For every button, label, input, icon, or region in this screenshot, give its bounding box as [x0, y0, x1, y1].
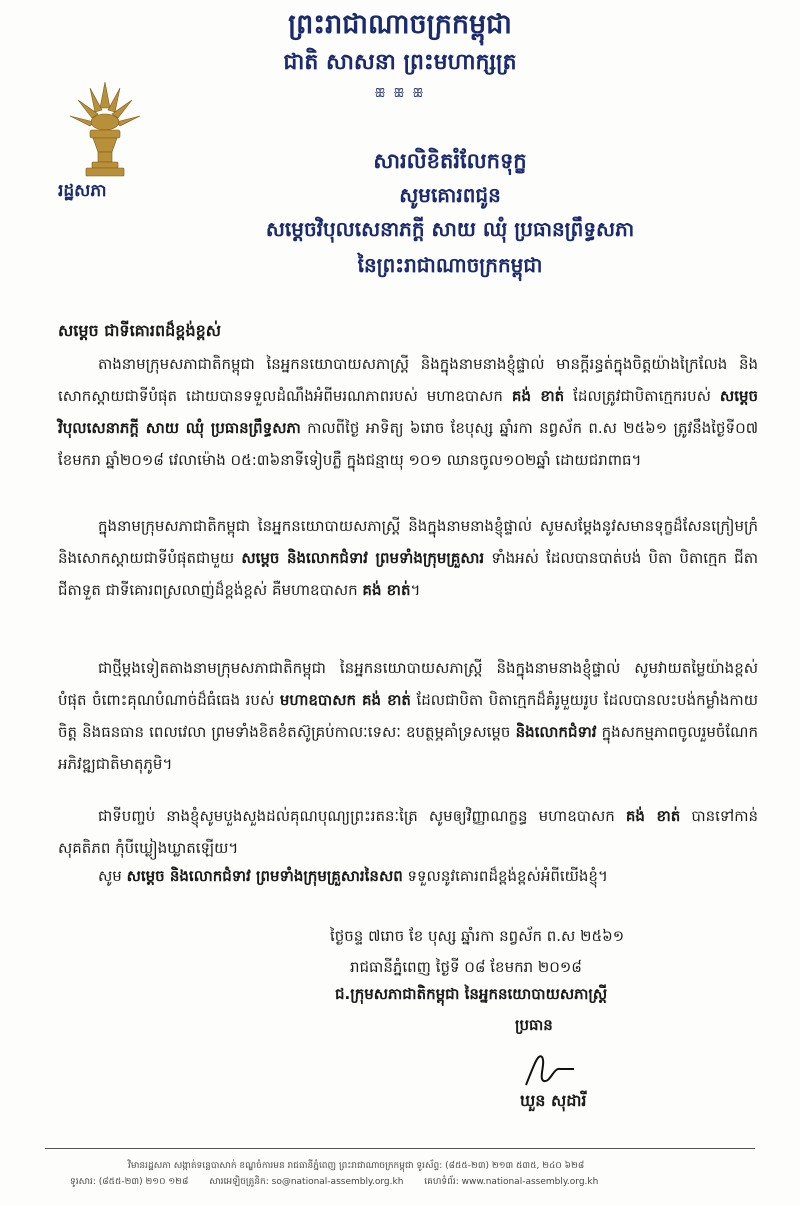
- kingdom-heading: ព្រះរាជាណាចក្រកម្ពុជា: [288, 9, 512, 40]
- text: ក្នុងនាមក្រុមសភាជាតិកម្ពុជា នៃអ្នកនយោបាយសភាស្ត្រី និងក្នុងនាមនាងខ្ញុំផ្ទាល់ សូមសម្តែងនូវសមានទុក្ខដ៏សែនក្រៀមក្រំ និងសោកស្តាយជាទីបំផុតជាមួយ: [58, 517, 758, 567]
- body-paragraph-1: [58, 348, 758, 476]
- body-paragraph-3: [58, 652, 758, 780]
- family-ref: សម្តេច និងលោកជំទាវ ព្រមទាំងក្រុមគ្រួសារ: [241, 549, 485, 567]
- deceased-name: គង់ ខាត់: [362, 581, 411, 599]
- footer-divider: [45, 1148, 755, 1149]
- text: តាងនាមក្រុមសភាជាតិកម្ពុជា នៃអ្នកនយោបាយសភាស្ត្រី និងក្នុងនាមនាងខ្ញុំផ្ទាល់ មានក្តីរន្ធត់ក្នុងចិត្តយ៉ាងក្រៃលែង និងសោកស្តាយជាទីបំផុត ដោយបានទទួលដំណឹងអំពីមរណភាពរបស់ មហាឧបាសក: [58, 355, 758, 405]
- deceased-name: មហាឧបាសក គង់ ខាត់: [279, 691, 411, 709]
- text: ទាំងអស់ ដែលបានបាត់បង់ បិតា បិតាក្មេក ជីតា ជីតាទួត ជាទីគោរពស្រលាញ់ដ៏ខ្ពង់ខ្ពស់ គឺមហាឧបាសក: [58, 549, 758, 599]
- handwritten-signature-icon: [520, 1045, 580, 1095]
- body-paragraph-2: [58, 510, 758, 606]
- text: ។: [410, 581, 421, 599]
- national-assembly-emblem-icon: [60, 78, 150, 186]
- deceased-name: គង់ ខាត់: [625, 807, 681, 825]
- footer-address: វិមានរដ្ឋសភា សង្កាត់ទន្លេបាសាក់ ខណ្ឌចំការមន រាជធានីភ្នំពេញ ព្រះរាជាណាចក្រកម្ពុជា ទូរស័ព្ទ: (៨៥៥-២៣) ២១៣ ៥៣៥, ២៤០ ៦២៨: [128, 1161, 585, 1171]
- text: ទទួលនូវគោរពដ៏ខ្ពង់ខ្ពស់អំពីយើងខ្ញុំ។: [402, 867, 608, 885]
- text: ជាថ្មីម្តងទៀតតាងនាមក្រុមសភាជាតិកម្ពុជា នៃអ្នកនយោបាយសភាស្ត្រី និងក្នុងនាមនាងខ្ញុំផ្ទាល់ សូមវាយតម្លៃយ៉ាងខ្ពស់បំផុត ចំពោះគុណបំណាច់ដ៏ធំធេង របស់: [58, 659, 758, 709]
- family-ref: និងលោកជំទាវ: [515, 723, 597, 741]
- family-ref: សម្តេច និងលោកជំទាវ ព្រមទាំងក្រុមគ្រួសារនៃសព: [126, 867, 403, 885]
- addressee-intro: សូមគោរពជូន: [399, 183, 501, 207]
- signatory-role: ប្រធាន: [515, 1016, 553, 1034]
- deceased-name: គង់ ខាត់: [511, 387, 565, 405]
- text: ដែលជាបិតា បិតាក្មេកដ៏គំរូមួយរូប ដែលបានលះបង់កម្លាំងកាយចិត្ត និងធនធាន ពេលវេលា ព្រមទាំងខិតខំតស៊ូគ្រប់កាលៈទេសៈ ឧបត្ថម្ភគាំទ្រសម្តេច: [58, 691, 758, 741]
- addressee-country: នៃព្រះរាជាណាចក្រកម្ពុជា: [357, 253, 543, 277]
- footer-website[interactable]: គេហទំព័រ: www.national-assembly.org.kh: [424, 1177, 599, 1187]
- lunar-date: ថ្ងៃចន្ទ ៧រោច ខែ បុស្ស ឆ្នាំរកា នព្វស័ក ព.ស ២៥៦១: [330, 927, 625, 945]
- salutation: សម្តេច ជាទីគោរពដ៏ខ្ពង់ខ្ពស់: [58, 321, 221, 340]
- letter-title: សារលិខិតរំលែកទុក្ខ: [373, 149, 527, 173]
- text: ក្នុងសកម្មភាពចូលរួមចំណែកអភិវឌ្ឍជាតិមាតុភូមិ។: [58, 723, 759, 773]
- text: បានទៅកាន់សុគតិភព កុំបីឃ្លៀងឃ្លាតឡើយ។: [58, 807, 759, 857]
- footer-email[interactable]: សារអេឡិចត្រូនិក: so@national-assembly.org.kh: [209, 1177, 404, 1187]
- addressee-name: សម្តេចវិបុលសេនាភក្តី សាយ ឈុំ ប្រធានព្រឹទ្ធសភា: [265, 217, 635, 241]
- text: សូម: [98, 867, 127, 885]
- emblem-label: រដ្ឋសភា: [58, 181, 107, 201]
- addressee-ref: សម្តេចវិបុលសេនាភក្តី សាយ ឈុំ ប្រធានព្រឹទ្ធសភា: [58, 387, 759, 437]
- text: កាលពីថ្ងៃ អាទិត្យ ៦រោច ខែបុស្ស ឆ្នាំរកា នព្វស័ក ព.ស ២៥៦១ ត្រូវនឹងថ្ងៃទី០៧ ខែមករា ឆ្នាំ២០១៨ វេលាម៉ោង ០៥:៣៦នាទីទៀបភ្លឺ ក្នុងជន្មាយុ ១០១ ឈានចូល១០២ឆ្នាំ ដោយជរាពាធ។: [58, 419, 758, 469]
- body-paragraph-5: [58, 860, 758, 892]
- signatory-organization: ជ.ក្រុមសភាជាតិកម្ពុជា នៃអ្នកនយោបាយសភាស្ត្រី: [335, 985, 608, 1003]
- text: ដែលត្រូវជាបិតាក្មេករបស់: [564, 387, 720, 405]
- text: ជាទីបញ្ចប់ នាងខ្ញុំសូមបួងសួងដល់គុណបុណ្យព្រះរតនៈត្រៃ សូមឲ្យវិញ្ញាណក្ខន្ធ មហាឧបាសក: [98, 807, 626, 825]
- signatory-name: ឃួន សុដារី: [520, 1091, 587, 1110]
- city-date: រាជធានីភ្នំពេញ ថ្ងៃទី ០៨ ខែមករា ២០១៨: [350, 958, 582, 976]
- body-paragraph-4: [58, 800, 758, 864]
- footer-fax: ទូរសារ: (៨៥៥-២៣) ២១០ ១២៨: [70, 1177, 189, 1187]
- motto-heading: ជាតិ សាសនា ព្រះមហាក្សត្រ: [283, 50, 517, 75]
- ornament-divider: ꕥ ꕥ ꕥ: [374, 86, 426, 100]
- footer-contacts: [70, 1176, 770, 1189]
